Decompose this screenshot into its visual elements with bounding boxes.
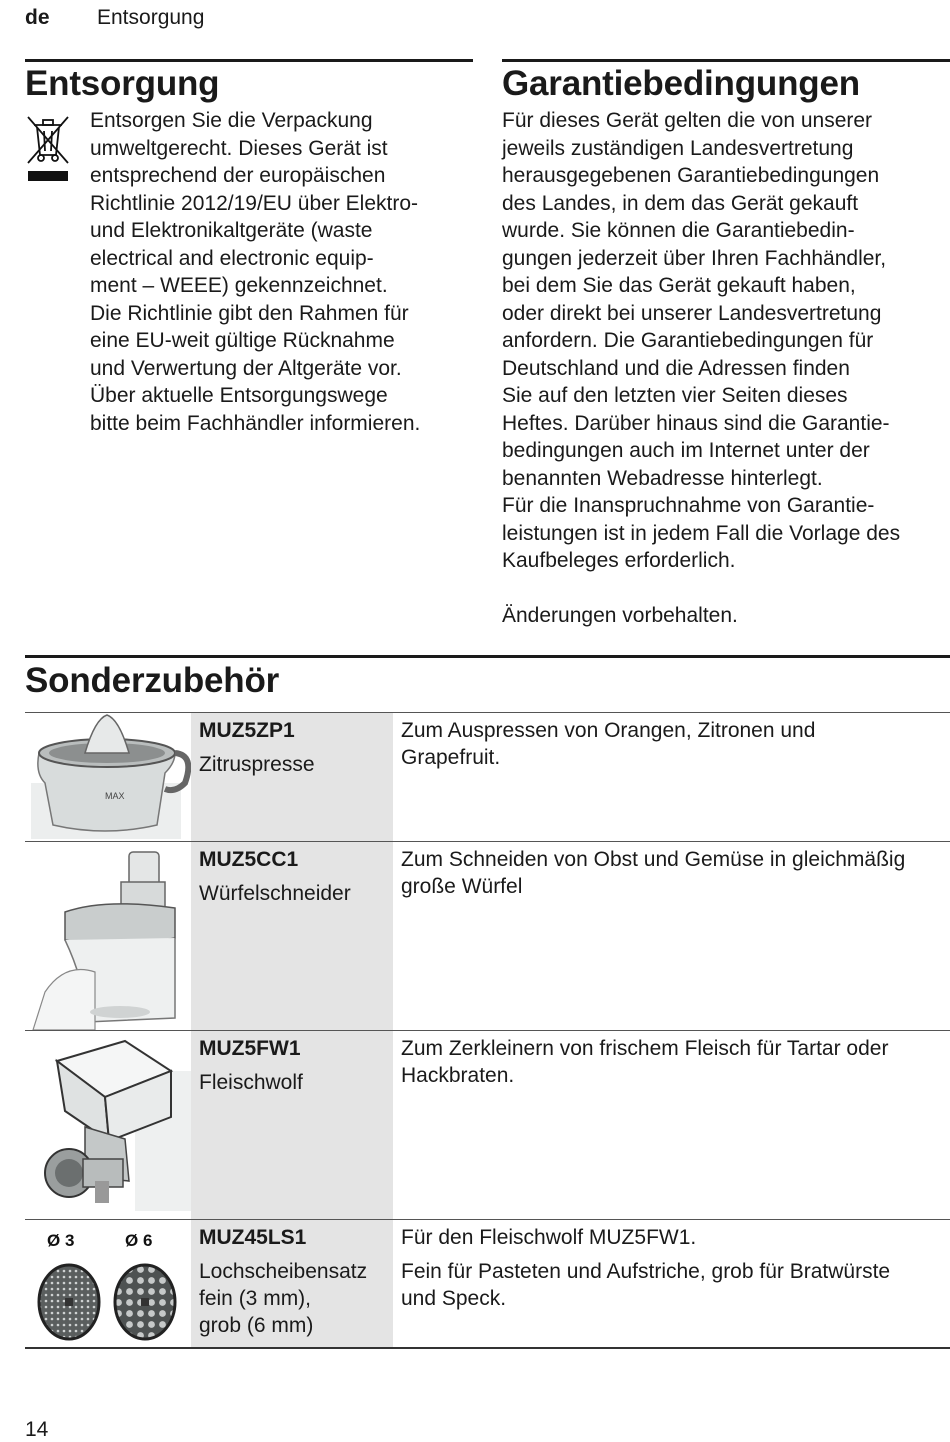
accessory-code: MUZ5CC1 bbox=[199, 848, 299, 871]
accessory-row-perforated-disc-set bbox=[25, 1219, 950, 1349]
disposal-heading: Entsorgung bbox=[25, 64, 220, 103]
accessory-description: Für den Fleischwolf MUZ5FW1. bbox=[401, 1226, 697, 1249]
accessory-row-dicer bbox=[25, 841, 950, 1031]
accessories-heading: Sonderzubehör bbox=[25, 661, 280, 700]
accessory-name: Fleischwolf bbox=[199, 1071, 303, 1094]
language-code: de bbox=[25, 6, 50, 29]
page-number: 14 bbox=[25, 1418, 49, 1441]
dicer-image bbox=[25, 842, 191, 1031]
accessory-name: Würfelschneider bbox=[199, 882, 351, 905]
perforated-discs-image bbox=[25, 1220, 191, 1347]
accessory-code: MUZ5FW1 bbox=[199, 1037, 301, 1060]
section-rule-accessories bbox=[25, 655, 950, 658]
accessory-row-citrus-press bbox=[25, 712, 950, 842]
meat-grinder-image bbox=[25, 1031, 191, 1220]
warranty-note: Änderungen vorbehalten. bbox=[502, 604, 738, 627]
accessory-code: MUZ5ZP1 bbox=[199, 719, 295, 742]
weee-marking-bar-icon bbox=[28, 171, 68, 181]
accessory-row-meat-grinder bbox=[25, 1030, 950, 1220]
accessory-name: Zitruspresse bbox=[199, 753, 315, 776]
accessory-description: Zum Schneiden von Obst und Gemüse in gleichmäßig große Würfel bbox=[401, 848, 906, 898]
svg-text:MAX: MAX bbox=[105, 791, 125, 801]
section-rule-disposal bbox=[25, 59, 473, 62]
disposal-text: Entsorgen Sie die Verpackung umweltgerecht. Dieses Gerät ist entsprechend der europäischen Richtlinie 2012/19/EU über Elektro- und Elektronikaltgeräte (waste electrical and electronic equip- ment – WEEE) gekennzeichnet. Die Richtlinie gibt den Rahmen für eine EU-weit gültige Rücknahme und Verwertung der Altgeräte vor. Über aktuelle Entsorgungswege bitte beim Fachhändler informieren. bbox=[90, 109, 421, 435]
section-rule-warranty bbox=[502, 59, 950, 62]
accessory-description: Zum Zerkleinern von frischem Fleisch für Tartar oder Hackbraten. bbox=[401, 1037, 889, 1087]
svg-text:Ø 3: Ø 3 bbox=[47, 1231, 75, 1250]
weee-crossed-bin-icon bbox=[24, 113, 72, 165]
accessory-description: Zum Auspressen von Orangen, Zitronen und Grapefruit. bbox=[401, 719, 816, 769]
accessory-name: Lochscheibensatz fein (3 mm), grob (6 mm) bbox=[199, 1260, 368, 1337]
running-header-title: Entsorgung bbox=[97, 6, 205, 29]
svg-text:Ø 6: Ø 6 bbox=[125, 1231, 153, 1250]
accessory-code: MUZ45LS1 bbox=[199, 1226, 307, 1249]
accessory-description-detail: Fein für Pasteten und Aufstriche, grob für Bratwürste und Speck. bbox=[401, 1260, 891, 1310]
citrus-press-image bbox=[25, 713, 191, 842]
warranty-text: Für dieses Gerät gelten die von unserer jeweils zuständigen Landesvertretung herausgegebenen Garantiebedingungen des Landes, in dem das Gerät gekauft wurde. Sie können die Garantiebedin- gungen jederzeit über Ihren Fachhändler, bei dem Sie das Gerät gekauft haben, oder direkt bei unserer Landesvertretung anfordern. Die Garantiebedingungen für Deutschland und die Adressen finden Sie auf den letzten vier Seiten dieses Heftes. Darüber hinaus sind die Garantie- bedingungen auch im Internet unter der benannten Webadresse hinterlegt. Für die Inanspruchnahme von Garantie- leistungen ist in jedem Fall die Vorlage des Kaufbeleges erforderlich. bbox=[502, 109, 901, 572]
warranty-heading: Garantiebedingungen bbox=[502, 64, 860, 103]
